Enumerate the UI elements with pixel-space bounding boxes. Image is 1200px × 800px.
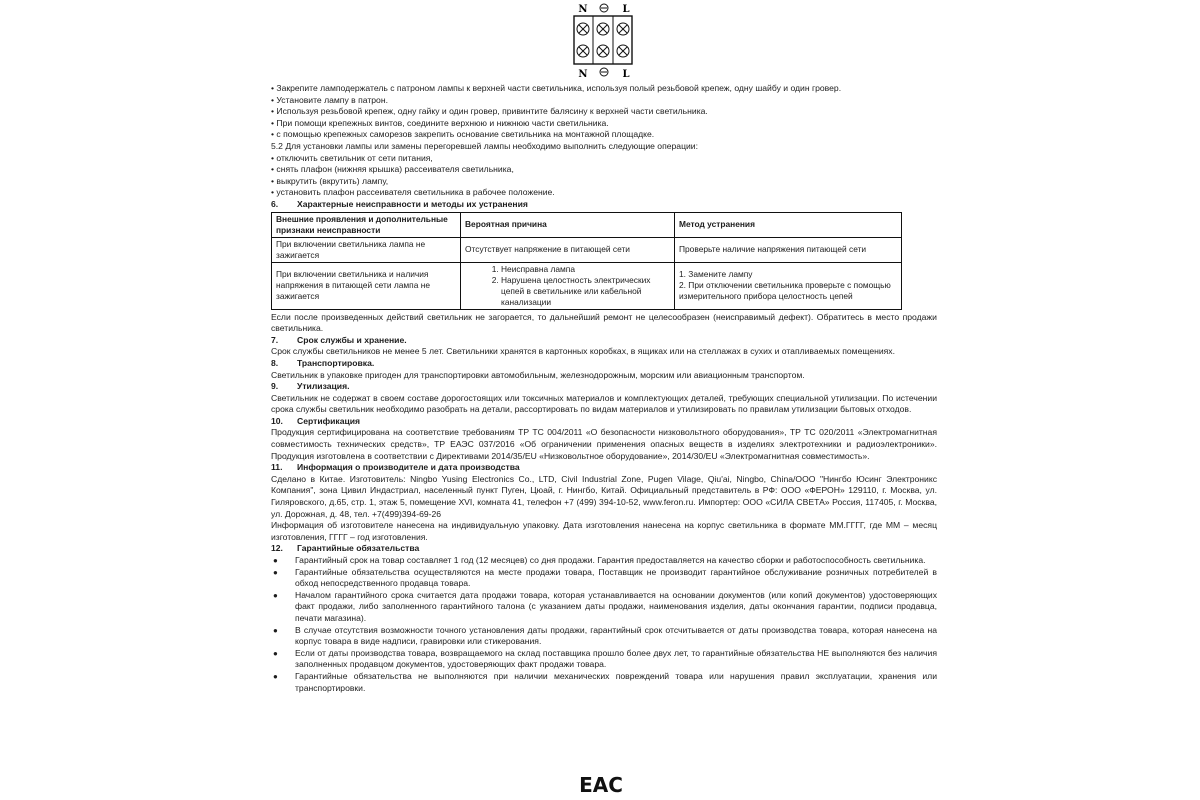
- ground-symbol-bottom-icon: [600, 68, 608, 76]
- section-11-text: Сделано в Китае. Изготовитель: Ningbo Yusing Electronics Co., LTD, Civil Industrial Zone, Pugen Vilage, Qiu'ai, Ningbo, China/ООО "Нингбо Юсинг Электроникс Компания", зона Цивил Индастриал, населенный пункт Пуген, Цюай, г. Нингбо, Китай. Официальный представитель в РФ: ООО «ФЕРОН» 129110, г. Москва, ул. Гиляровского, д.65, стр. 1, этаж 5, помещение XVI, комната 41, телефон +7 (499) 394-10-52, www.feron.ru. Импортер: ООО «СИЛА СВЕТА» Россия, 117405, г. Москва, ул. Дорожная, д. 48, тел. +7(499)394-69-26: [271, 473, 937, 519]
- list-item: ● Гарантийный срок на товар составляет 1 год (12 месяцев) со дня продажи. Гарантия предоставляется на качество сборки и работоспособность светильника.: [271, 555, 937, 567]
- fix-item: 2. При отключении светильника проверьте с помощью измерительного прибора целостность цепей: [679, 280, 891, 302]
- intro-line: • При помощи крепежных винтов, соедините верхнюю и нижнюю части светильника.: [271, 117, 609, 128]
- section-11-heading: [271, 462, 937, 474]
- section-number: 8.: [271, 357, 279, 368]
- section-number: 12.: [271, 543, 283, 554]
- intro-line: • снять плафон (нижняя крышка) рассеивателя светильника,: [271, 164, 514, 175]
- table-row: [272, 262, 902, 309]
- section-title: Гарантийные обязательства: [297, 543, 420, 554]
- table-header-cell: Внешние проявления и дополнительные признаки неисправности: [272, 212, 461, 237]
- section-9-heading: [271, 381, 937, 393]
- list-item: ● Гарантийные обязательства не выполняются при наличии механических повреждений товара или нарушения правил эксплуатации, хранения или транспортировки.: [271, 671, 937, 694]
- section-number: 7.: [271, 334, 279, 345]
- terminal-block-diagram: [568, 2, 638, 80]
- intro-line: • отключить светильник от сети питания,: [271, 152, 433, 163]
- section-number: 10.: [271, 415, 283, 426]
- section-title: Характерные неисправности и методы их устранения: [297, 198, 528, 209]
- section-10-heading: [271, 416, 937, 428]
- section-12-heading: [271, 543, 937, 555]
- intro-block: [271, 83, 937, 199]
- document-body: [271, 83, 937, 694]
- section-number: 11.: [271, 462, 283, 473]
- table-cell: Проверьте наличие напряжения питающей сети: [675, 237, 902, 262]
- terminal-label-bottom-n: N: [578, 69, 588, 80]
- section-title: Срок службы и хранение.: [297, 334, 407, 345]
- section-7-heading: [271, 335, 937, 347]
- table-header-cell: Метод устранения: [675, 212, 902, 237]
- section-number: 9.: [271, 381, 279, 392]
- table-cell: При включении светильника и наличия напряжения в питающей сети лампа не зажигается: [272, 262, 461, 309]
- section-number: 6.: [271, 198, 279, 209]
- eac-mark-icon: [577, 772, 625, 796]
- section-7-text: Срок службы светильников не менее 5 лет. Светильники хранятся в картонных коробках, в ящиках или на стеллажах в сухих и отапливаемых помещениях.: [271, 346, 895, 357]
- eac-mark-text: EAC: [579, 773, 623, 796]
- cause-item: 1. Неисправна лампа: [501, 264, 670, 275]
- terminal-label-top-l: L: [622, 4, 630, 15]
- section-6-after-text: Если после произведенных действий светильник не загорается, то дальнейший ремонт не целесообразен (неисправимый дефект). Обратитесь в место продажи светильника.: [271, 311, 937, 334]
- section-9-text: Светильник не содержат в своем составе дорогостоящих или токсичных материалов и комплектующих деталей, требующих специальной утилизации. По истечении срока службы светильник необходимо разобрать на детали, рассортировать по видам материалов и утилизировать по правилам утилизации бытовых отходов.: [271, 392, 937, 415]
- table-cell: [461, 262, 675, 309]
- fix-item: 1. Замените лампу: [679, 269, 753, 280]
- intro-line: • с помощью крепежных саморезов закрепить основание светильника на монтажной площадке.: [271, 129, 655, 140]
- intro-line: • установить плафон рассеивателя светильника в рабочее положение.: [271, 187, 555, 198]
- warranty-list: [271, 555, 937, 694]
- intro-line: • Закрепите ламподержатель с патроном лампы к верхней части светильника, используя полый резьбовой крепеж, одну шайбу и один гровер.: [271, 83, 842, 93]
- table-header-cell: Вероятная причина: [461, 212, 675, 237]
- intro-line: • Установите лампу в патрон.: [271, 94, 388, 105]
- section-8-text: Светильник в упаковке пригоден для транспортировки автомобильным, железнодорожным, морским или авиационным транспортом.: [271, 369, 805, 380]
- list-item: ● Гарантийные обязательства осуществляются на месте продажи товара, Поставщик не производит гарантийное обслуживание розничных потребителей в обход непосредственного продавца товара.: [271, 567, 937, 590]
- section-10-text: Продукция сертифицирована на соответствие требованиям ТР ТС 004/2011 «О безопасности низковольтного оборудования», ТР ТС 020/2011 «Электромагнитная совместимость технических средств», ТР ЕАЭС 037/2016 «Об ограничении применения опасных веществ в изделиях электротехники и радиоэлектроники». Продукция изготовлена в соответствии с Директивами 2014/35/EU «Низковольтное оборудование», 2014/30/EU «Электромагнитная совместимость».: [271, 427, 937, 461]
- section-11-text-2: Информация об изготовителе нанесена на индивидуальную упаковку. Дата изготовления нанесена на корпус светильника в формате ММ.ГГГГ, где ММ – месяц изготовления, ГГГГ – год изготовления.: [271, 520, 937, 542]
- list-item: ● В случае отсутствия возможности точного установления даты продажи, гарантийный срок отсчитывается от даты производства товара, которая нанесена на корпус товара в виде надписи, гравировки или стикерования.: [271, 625, 937, 648]
- intro-line: • Используя резьбовой крепеж, одну гайку и один гровер, привинтите балясину к верхней части светильника.: [271, 106, 708, 117]
- faults-table: [271, 212, 902, 310]
- screw-terminals: [577, 23, 629, 57]
- list-item: ● Если от даты производства товара, возвращаемого на склад поставщика прошло более двух лет, то гарантийные обязательства НЕ выполняются без наличия заполненных продавцом документов, удостоверяющих факт продажи товара.: [271, 648, 937, 671]
- table-cell: [675, 262, 902, 309]
- table-cell: Отсутствует напряжение в питающей сети: [461, 237, 675, 262]
- ground-symbol-icon: [600, 4, 608, 12]
- table-cell: При включении светильника лампа не зажигается: [272, 237, 461, 262]
- table-row: [272, 237, 902, 262]
- list-item: ● Началом гарантийного срока считается дата продажи товара, которая устанавливается на основании документов (или копий документов) удостоверяющих факт продажи, либо заполненного гарантийного талона (с указанием даты продажи, наименования изделия, даты окончания гарантии, подписи продавца, печати магазина).: [271, 590, 937, 625]
- cause-item: 2. Нарушена целостность электрических цепей в светильнике или кабельной канализации: [501, 275, 670, 308]
- section-6-heading: [271, 199, 937, 211]
- section-8-heading: [271, 358, 937, 370]
- intro-line: • выкрутить (вкрутить) лампу,: [271, 175, 389, 186]
- section-title: Информация о производителе и дата производства: [297, 462, 520, 473]
- terminal-label-bottom-l: L: [622, 69, 630, 80]
- intro-line: 5.2 Для установки лампы или замены перегоревшей лампы необходимо выполнить следующие операции:: [271, 140, 698, 151]
- section-title: Транспортировка.: [297, 357, 375, 368]
- table-header-row: [272, 212, 902, 237]
- section-title: Утилизация.: [297, 381, 350, 392]
- terminal-label-top-n: N: [578, 4, 588, 15]
- section-title: Сертификация: [297, 415, 361, 426]
